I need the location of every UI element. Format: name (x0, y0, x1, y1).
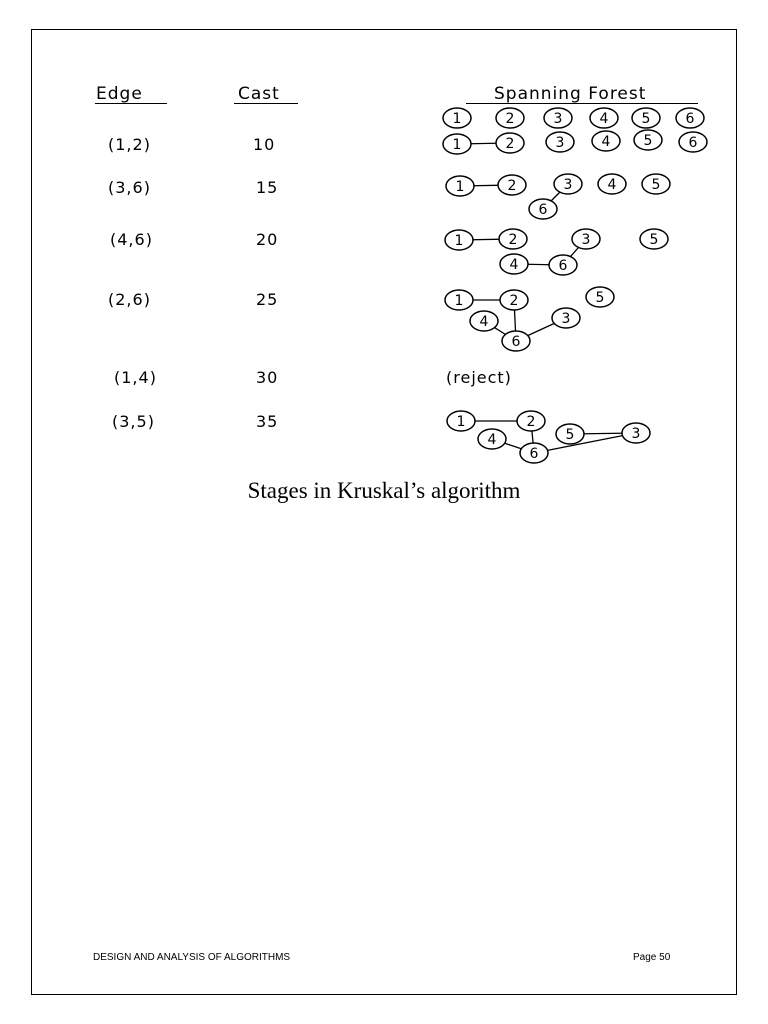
svg-text:2: 2 (509, 293, 519, 309)
svg-text:1: 1 (454, 233, 464, 249)
svg-text:6: 6 (511, 334, 521, 350)
svg-text:6: 6 (685, 111, 695, 127)
row-edge: (2,6) (108, 290, 151, 309)
forest-node (549, 255, 577, 275)
svg-text:2: 2 (508, 232, 518, 248)
row-cost: 30 (256, 368, 279, 387)
forest-node (586, 287, 614, 307)
forest-node (590, 108, 618, 128)
row-cost: 15 (256, 178, 279, 197)
svg-text:5: 5 (641, 111, 651, 127)
forest-node (443, 134, 471, 154)
forest-node (478, 429, 506, 449)
svg-text:4: 4 (601, 134, 611, 150)
forest-node (520, 443, 548, 463)
forest-node (502, 331, 530, 351)
svg-text:3: 3 (561, 311, 571, 327)
spanning-forest-diagram (0, 0, 768, 480)
figure-caption: Stages in Kruskal’s algorithm (247, 478, 521, 503)
svg-text:5: 5 (651, 177, 661, 193)
row-edge: (3,5) (112, 412, 155, 431)
row-edge: (3,6) (108, 178, 151, 197)
svg-text:3: 3 (553, 111, 563, 127)
svg-text:5: 5 (565, 427, 575, 443)
svg-text:1: 1 (452, 111, 462, 127)
footer-title: DESIGN AND ANALYSIS OF ALGORITHMS (93, 952, 291, 963)
row-edge: (1,2) (108, 135, 151, 154)
svg-text:2: 2 (507, 178, 517, 194)
row-cost: 25 (256, 290, 279, 309)
forest-node (496, 133, 524, 153)
forest-node (552, 308, 580, 328)
forest-node (500, 290, 528, 310)
forest-node (445, 290, 473, 310)
forest-edge (534, 433, 636, 453)
row-edge: (1,4) (114, 368, 157, 387)
svg-text:4: 4 (607, 177, 617, 193)
svg-text:3: 3 (563, 177, 573, 193)
forest-node (679, 132, 707, 152)
row-edge: (4,6) (110, 230, 153, 249)
forest-node (499, 229, 527, 249)
forest-node (572, 229, 600, 249)
reject-note: (reject) (446, 368, 512, 387)
forest-node (554, 174, 582, 194)
forest-header: Spanning Forest (494, 84, 647, 104)
forest-node (598, 174, 626, 194)
forest-node (546, 132, 574, 152)
svg-text:1: 1 (456, 414, 466, 430)
forest-node (500, 254, 528, 274)
svg-text:2: 2 (505, 111, 515, 127)
footer-page-number: Page 50 (633, 952, 671, 963)
forest-node (445, 230, 473, 250)
forest-node (447, 411, 475, 431)
svg-text:6: 6 (558, 258, 568, 274)
svg-text:1: 1 (455, 179, 465, 195)
forest-node (622, 423, 650, 443)
forest-node (676, 108, 704, 128)
forest-node (592, 131, 620, 151)
forest-node (470, 311, 498, 331)
forest-node (634, 130, 662, 150)
svg-text:6: 6 (688, 135, 698, 151)
svg-text:5: 5 (649, 232, 659, 248)
svg-text:1: 1 (454, 293, 464, 309)
svg-text:6: 6 (529, 446, 539, 462)
forest-node (517, 411, 545, 431)
cost-header: Cast (238, 84, 280, 104)
svg-text:4: 4 (487, 432, 497, 448)
forest-node (556, 424, 584, 444)
forest-node (640, 229, 668, 249)
svg-text:1: 1 (452, 137, 462, 153)
svg-text:4: 4 (479, 314, 489, 330)
svg-text:3: 3 (581, 232, 591, 248)
row-cost: 35 (256, 412, 279, 431)
forest-node (544, 108, 572, 128)
forest-node (529, 199, 557, 219)
forest-node (642, 174, 670, 194)
forest-node (446, 176, 474, 196)
forest-node (496, 108, 524, 128)
svg-text:5: 5 (595, 290, 605, 306)
svg-text:4: 4 (509, 257, 519, 273)
svg-text:2: 2 (526, 414, 536, 430)
svg-text:2: 2 (505, 136, 515, 152)
svg-text:4: 4 (599, 111, 609, 127)
svg-text:3: 3 (631, 426, 641, 442)
forest-node (443, 108, 471, 128)
svg-text:5: 5 (643, 133, 653, 149)
svg-text:3: 3 (555, 135, 565, 151)
edge-header: Edge (96, 84, 143, 104)
svg-text:6: 6 (538, 202, 548, 218)
forest-node (498, 175, 526, 195)
row-cost: 20 (256, 230, 279, 249)
row-cost: 10 (253, 135, 276, 154)
forest-node (632, 108, 660, 128)
